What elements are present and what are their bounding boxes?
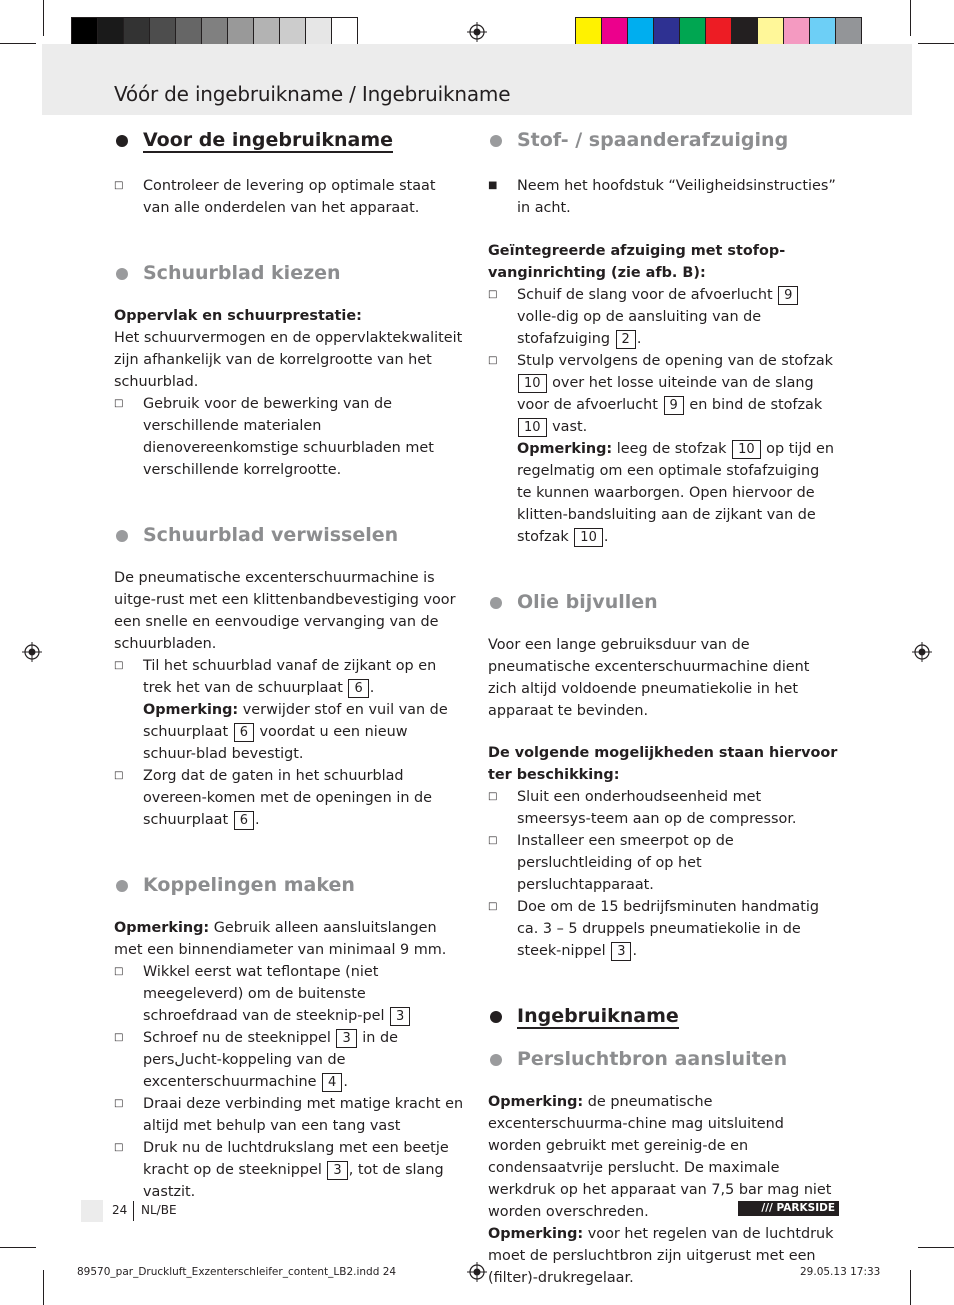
note-paragraph: Opmerking: de pneumatische excenterschuurma-chine mag uitsluitend worden gebruikt met gereinig-de en condensaatvrije perslucht. De maximale werkdruk op het apparaat van 7,5 bar mag niet worden overschreden. xyxy=(488,1094,832,1220)
subheading: Geïntegreerde afzuiging met stofop-vanginrichting (zie afb. B): xyxy=(488,243,786,281)
crop-mark xyxy=(910,0,911,36)
part-reference: 9 xyxy=(778,286,798,305)
color-swatch xyxy=(305,17,332,47)
crop-mark xyxy=(918,43,954,44)
page-title: Vóór de ingebruikname / Ingebruikname xyxy=(114,82,511,106)
note-paragraph: Opmerking: voor het regelen van de luchtdruk moet de persluchtbron zijn uitgerust met een (filter)-drukregelaar. xyxy=(488,1226,834,1286)
color-swatch xyxy=(201,17,228,47)
crop-mark xyxy=(918,1247,954,1248)
color-swatch xyxy=(175,17,202,47)
registration-mark-icon xyxy=(467,1262,487,1282)
section-bullet-icon xyxy=(490,1011,502,1023)
crop-mark xyxy=(0,43,36,44)
right-column xyxy=(488,128,838,1289)
divider xyxy=(133,1201,134,1221)
color-swatch xyxy=(279,17,306,47)
color-swatch xyxy=(731,17,758,47)
part-reference: 9 xyxy=(664,396,684,415)
section-bullet-icon xyxy=(490,1054,502,1066)
section-bullet-icon xyxy=(490,135,502,147)
slug-date: 29.05.13 17:33 xyxy=(800,1266,881,1278)
brand-logo: /// PARKSIDE xyxy=(738,1201,839,1216)
part-reference: 4 xyxy=(322,1073,342,1092)
color-swatch xyxy=(653,17,680,47)
section-heading: Ingebruikname xyxy=(488,1004,838,1028)
list-item: □ Controleer de levering op optimale staat van alle onderdelen van het apparaat. xyxy=(114,175,464,219)
paragraph: Voor een lange gebruiksduur van de pneumatische excenterschuurmachine dient zich altijd voldoende pneumatiekolie in het apparaat te bevinden. xyxy=(488,637,810,719)
footer-box xyxy=(81,1200,103,1222)
white-square-bullet-icon: □ xyxy=(488,901,498,912)
part-reference: 10 xyxy=(574,528,603,547)
section-heading: Schuurblad kiezen xyxy=(114,261,464,285)
part-reference: 3 xyxy=(336,1029,356,1048)
list-item: □ Wikkel eerst wat teflontape (niet meegeleverd) om de buitenste schroefdraad van de steeknip-pel 3 xyxy=(114,961,464,1027)
section-heading: Persluchtbron aansluiten xyxy=(488,1047,838,1071)
list-item: □ Draai deze verbinding met matige kracht en altijd met behulp van een tang vast xyxy=(114,1093,464,1137)
part-reference: 10 xyxy=(518,418,547,437)
color-swatch xyxy=(71,17,98,47)
white-square-bullet-icon: □ xyxy=(114,770,124,781)
slug-filename: 89570_par_Druckluft_Exzenterschleifer_content_LB2.indd 24 xyxy=(77,1266,397,1278)
list-item: □ Schroef nu de steeknippel 3 in de persلucht-koppeling van de excenterschuurmachine 4 . xyxy=(114,1027,464,1093)
section-bullet-icon xyxy=(116,268,128,280)
section-heading: Stof- / spaanderafzuiging xyxy=(488,128,838,152)
paragraph: Het schuurvermogen en de oppervlaktekwaliteit zijn afhankelijk van de korrelgrootte van het schuurblad. xyxy=(114,330,463,390)
color-swatch xyxy=(149,17,176,47)
list-item: □ Til het schuurblad vanaf de zijkant op en trek het van de schuurplaat 6 . Opmerking: verwijder stof en vuil van de schuurplaat 6 voordat u een nieuw schuur-blad bevestigt. xyxy=(114,655,464,765)
part-reference: 6 xyxy=(234,723,254,742)
white-square-bullet-icon: □ xyxy=(114,1098,124,1109)
part-reference: 3 xyxy=(327,1161,347,1180)
color-swatch xyxy=(705,17,732,47)
white-square-bullet-icon: □ xyxy=(488,289,498,300)
left-column xyxy=(114,128,464,1203)
part-reference: 2 xyxy=(616,330,636,349)
crop-mark xyxy=(910,1270,911,1305)
color-swatch xyxy=(679,17,706,47)
list-item: □ Gebruik voor de bewerking van de verschillende materialen dienovereenkomstige schuurbladen met verschillende korrelgrootte. xyxy=(114,393,464,481)
white-square-bullet-icon: □ xyxy=(114,180,124,191)
white-square-bullet-icon: □ xyxy=(488,835,498,846)
list-item: □ Doe om de 15 bedrijfsminuten handmatig ca. 3 – 5 druppels pneumatiekolie in de steek-nippel 3 . xyxy=(488,896,838,962)
section-bullet-icon xyxy=(116,880,128,892)
list-item: □ Stulp vervolgens de opening van de stofzak 10 over het losse uiteinde van de slang voor de afvoerlucht 9 en bind de stofzak 10 vast. Opmerking: leeg de stofzak 10 op tijd en regelmatig om een optimale stofafzuiging te kunnen waarborgen. Open hiervoor de klitten-bandsluiting aan de zijkant van de stofzak 10 . xyxy=(488,350,838,548)
list-item: □ Druk nu de luchtdrukslang met een beetje kracht op de steeknippel 3 , tot de slang vastzit. xyxy=(114,1137,464,1203)
part-reference: 6 xyxy=(234,811,254,830)
crop-mark xyxy=(43,1270,44,1305)
white-square-bullet-icon: □ xyxy=(114,1142,124,1153)
white-square-bullet-icon: □ xyxy=(114,966,124,977)
section-heading: Schuurblad verwisselen xyxy=(114,523,464,547)
list-item: □ Sluit een onderhoudseenheid met smeersys-teem aan op de compressor. xyxy=(488,786,838,830)
section-bullet-icon xyxy=(116,135,128,147)
color-swatch xyxy=(331,17,358,47)
gray-color-bar xyxy=(71,17,357,47)
white-square-bullet-icon: □ xyxy=(488,791,498,802)
paragraph: De pneumatische excenterschuurmachine is uitge-rust met een klittenbandbevestiging voor een snelle en eenvoudige vervanging van de schuurbladen. xyxy=(114,570,456,652)
white-square-bullet-icon: □ xyxy=(114,398,124,409)
note-paragraph: Opmerking: Gebruik alleen aansluitslangen met een binnendiameter van minimaal 9 mm. xyxy=(114,920,447,958)
color-swatch xyxy=(783,17,810,47)
registration-mark-icon xyxy=(912,642,932,662)
list-item: ■ Neem het hoofdstuk “Veiligheidsinstructies” in acht. xyxy=(488,175,838,219)
color-swatch xyxy=(575,17,602,47)
crop-mark xyxy=(43,0,44,36)
list-item: □ Schuif de slang voor de afvoerlucht 9 volle-dig op de aansluiting van de stofafzuiging 2 . xyxy=(488,284,838,350)
list-item: □ Zorg dat de gaten in het schuurblad overeen-komen met de openingen in de schuurplaat 6 . xyxy=(114,765,464,831)
registration-mark-icon xyxy=(22,642,42,662)
section-heading: Koppelingen maken xyxy=(114,873,464,897)
part-reference: 6 xyxy=(348,679,368,698)
section-bullet-icon xyxy=(490,597,502,609)
color-swatch xyxy=(601,17,628,47)
color-swatch xyxy=(809,17,836,47)
part-reference: 3 xyxy=(390,1007,410,1026)
registration-mark-icon xyxy=(467,22,487,42)
black-square-bullet-icon: ■ xyxy=(488,180,498,191)
crop-mark xyxy=(0,1247,36,1248)
color-swatch xyxy=(627,17,654,47)
part-reference: 10 xyxy=(732,440,761,459)
color-swatch xyxy=(835,17,862,47)
white-square-bullet-icon: □ xyxy=(488,355,498,366)
white-square-bullet-icon: □ xyxy=(114,1032,124,1043)
color-swatch xyxy=(253,17,280,47)
color-swatch xyxy=(227,17,254,47)
process-color-bar xyxy=(575,17,861,47)
page-number: 24 xyxy=(112,1203,128,1217)
section-bullet-icon xyxy=(116,530,128,542)
part-reference: 10 xyxy=(518,374,547,393)
subheading: De volgende mogelijkheden staan hiervoor ter beschikking: xyxy=(488,745,838,783)
color-swatch xyxy=(97,17,124,47)
white-square-bullet-icon: □ xyxy=(114,660,124,671)
color-swatch xyxy=(123,17,150,47)
list-item: □ Installeer een smeerpot op de persluchtleiding of op het persluchtapparaat. xyxy=(488,830,838,896)
section-heading: Voor de ingebruikname xyxy=(114,128,464,152)
part-reference: 3 xyxy=(611,942,631,961)
subheading: Oppervlak en schuurprestatie: xyxy=(114,308,362,324)
color-swatch xyxy=(757,17,784,47)
section-heading: Olie bijvullen xyxy=(488,590,838,614)
language-code: NL/BE xyxy=(141,1203,177,1217)
